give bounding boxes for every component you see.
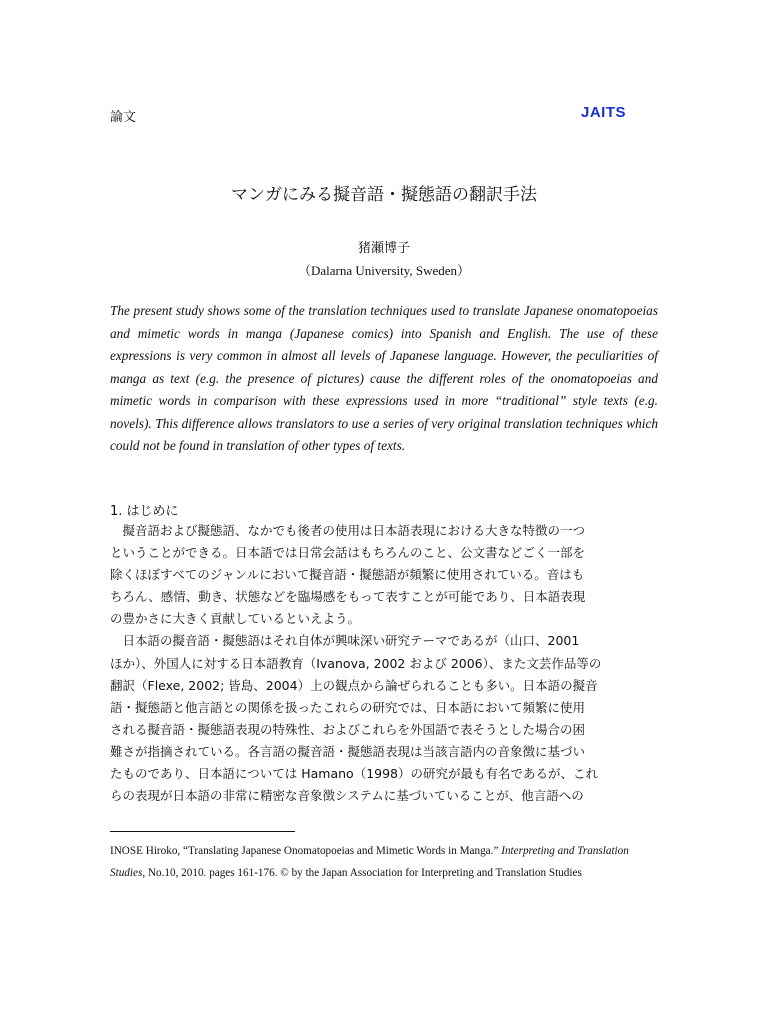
body-line: 語・擬態語と他言語との関係を扱ったこれらの研究では、日本語において頻繁に使用 (110, 699, 586, 715)
paper-title: マンガにみる擬音語・擬態語の翻訳手法 (231, 185, 537, 205)
body-line: の豊かさに大きく貢献しているといえよう。 (110, 611, 361, 627)
article-category: 論文 (110, 110, 137, 125)
body-line: 除くほぼすべてのジャンルにおいて擬音語・擬態語が頻繁に使用されている。音はも (110, 567, 585, 583)
section-heading: 1. はじめに (110, 504, 179, 519)
journal-name: JAITS (580, 104, 626, 121)
body-line: ということができる。日本語では日常会話はもちろんのこと、公文書などごく一部を (110, 545, 586, 561)
body-line: たものであり、日本語については Hamano（1998）の研究が最も有名であるが、これ (110, 766, 599, 782)
body-line: 難さが指摘されている。各言語の擬音語・擬態語表現は当該言語内の音象徴に基づい (110, 743, 586, 759)
footnote (110, 840, 658, 884)
body-line: 擬音語および擬態語、なかでも後者の使用は日本語表現における大きな特徴の一つ (110, 523, 586, 538)
footnote-journal: Interpreting and Translation Studies (110, 845, 629, 879)
footnote-citation: INOSE Hiroko, “Translating Japanese Onomatopoeias and Mimetic Words in Manga.” (110, 845, 502, 857)
body-line: 翻訳（Flexe, 2002; 皆島、2004）上の観点から論ぜられることも多い。日本語の擬音 (110, 677, 598, 693)
author-name: 猪瀬博子 (357, 241, 410, 256)
author-affiliation: （Dalarna University, Sweden） (297, 263, 471, 278)
body-line: ちろん、感情、動き、状態などを臨場感をもって表すことが可能であり、日本語表現 (110, 589, 586, 605)
footnote-details: , No.10, 2010. pages 161-176. © by the Japan Association for Interpreting and Translation Studies (142, 867, 582, 879)
footnote-divider (110, 831, 295, 832)
body-line: 日本語の擬音語・擬態語はそれ自体が興味深い研究テーマであるが（山口、2001 (110, 633, 580, 649)
body-line: される擬音語・擬態語表現の特殊性、およびこれらを外国語で表そうとした場合の困 (110, 721, 586, 737)
body-text (110, 520, 658, 807)
abstract: The present study shows some of the translation techniques used to translate Japanese onomatopoeias and mimetic words in manga (Japanese comics) into Spanish and English. The use of these expressions is very common in almost all levels of Japanese language. However, the peculiarities of manga as text (e.g. the presence of pictures) cause the different roles of the onomatopoeias and mimetic words in comparison with these expressions used in more “traditional” style texts (e.g. novels). This difference allows translators to use a series of very original translation techniques which could not be found in translation of other types of texts. (110, 303, 658, 453)
body-line: らの表現が日本語の非常に精密な音象徴システムに基づいていることが、他言語への (110, 788, 584, 804)
body-line: ほか）、外国人に対する日本語教育（Ivanova, 2002 および 2006）、また文芸作品等の (110, 655, 602, 671)
